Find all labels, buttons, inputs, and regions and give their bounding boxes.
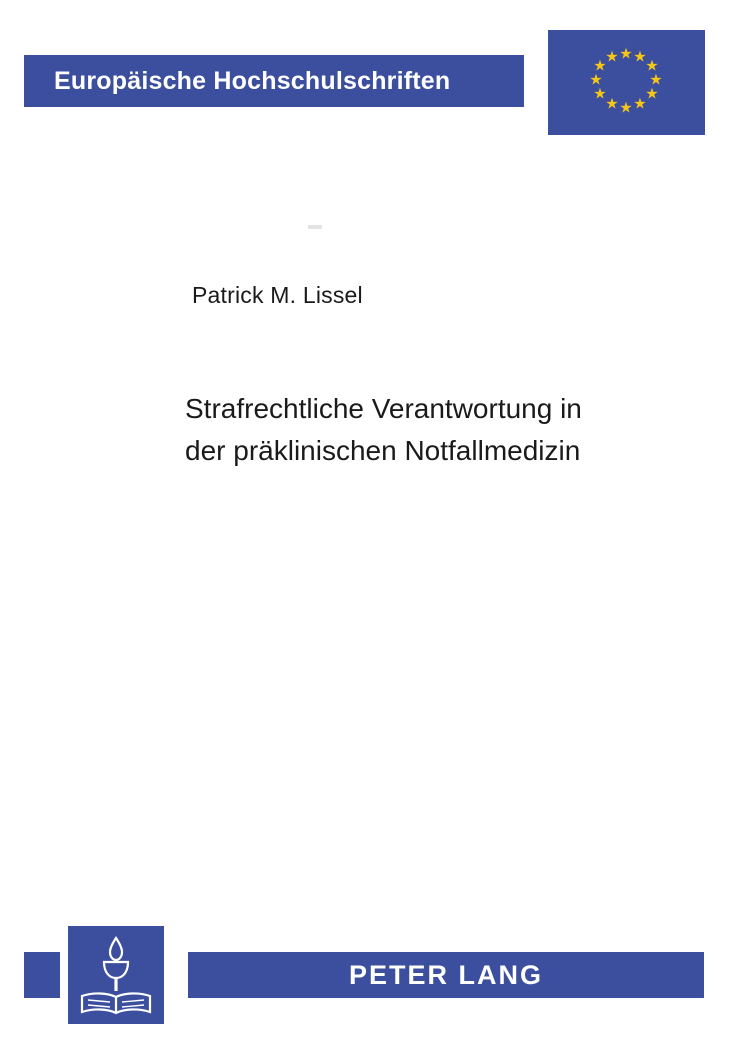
european-union-flag: [548, 30, 705, 135]
star-icon: ★: [633, 95, 647, 113]
book-title: [185, 388, 685, 472]
star-icon: ★: [645, 57, 659, 75]
book-title-line-2: der präklinischen Notfallmedizin: [185, 435, 581, 466]
publisher-banner: [188, 952, 704, 998]
star-icon: ★: [645, 85, 659, 103]
author-name: Patrick M. Lissel: [192, 282, 363, 308]
star-icon: ★: [605, 95, 619, 113]
star-icon: ★: [593, 85, 607, 103]
print-smudge: [308, 225, 322, 229]
publisher-name: PETER LANG: [348, 959, 543, 990]
star-icon: ★: [649, 71, 663, 89]
star-icon: ★: [619, 99, 633, 117]
decorative-square-left: [24, 952, 60, 998]
series-banner: [24, 55, 524, 107]
series-title: Europäische Hochschulschriften: [54, 66, 451, 95]
book-title-line-1: Strafrechtliche Verantwortung in: [185, 393, 582, 424]
eu-star-circle: [548, 30, 705, 135]
star-icon: ★: [593, 57, 607, 75]
peter-lang-colophon: [68, 926, 164, 1024]
star-icon: ★: [605, 48, 619, 66]
star-icon: ★: [589, 71, 603, 89]
star-icon: ★: [633, 48, 647, 66]
star-icon: ★: [619, 45, 633, 63]
